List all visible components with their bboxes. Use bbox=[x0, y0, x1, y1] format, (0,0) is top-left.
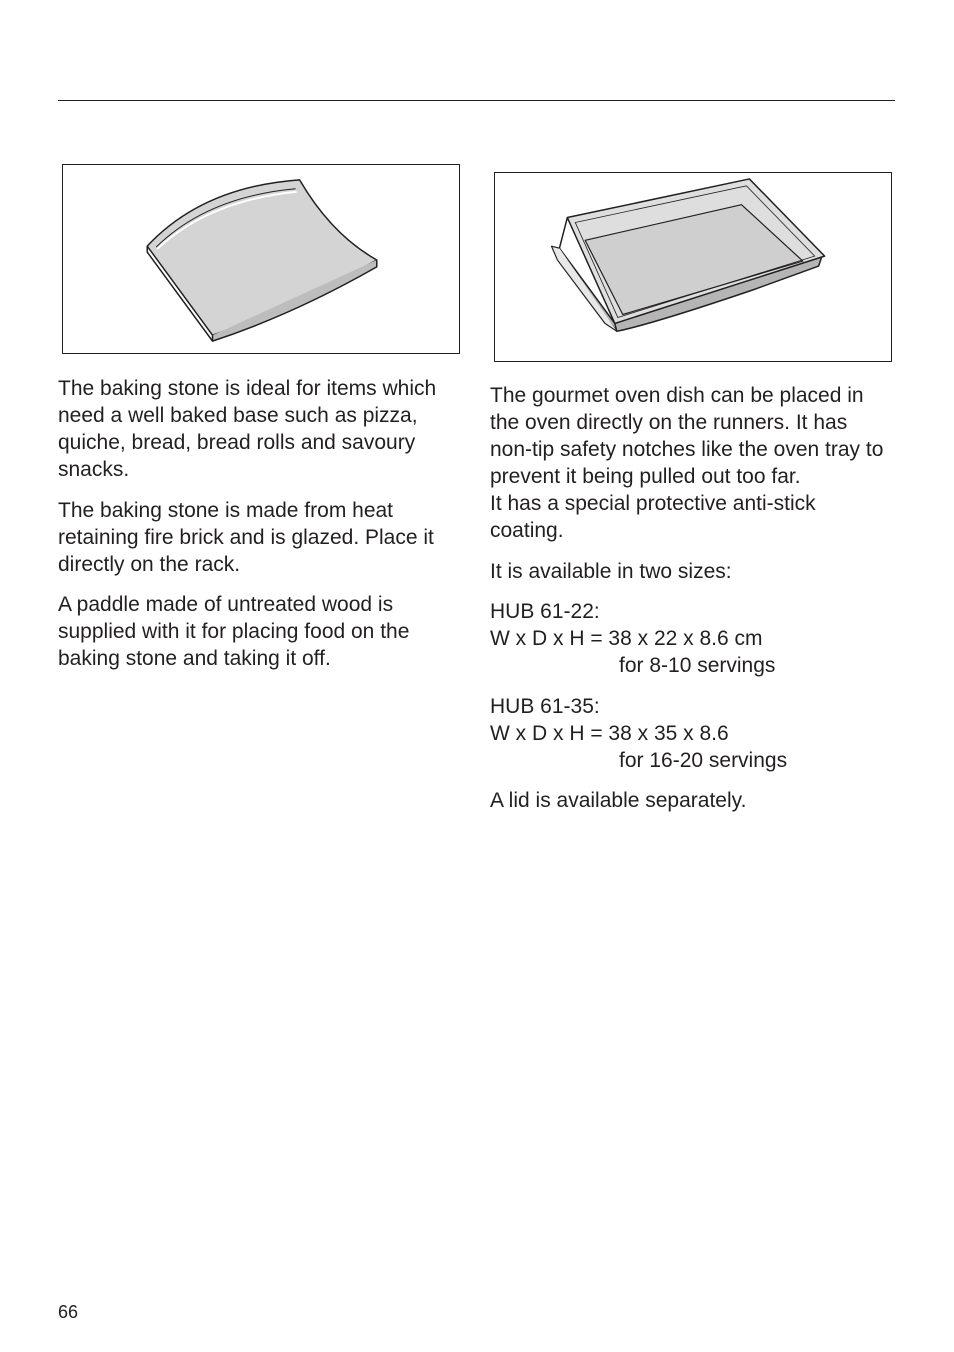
baking-stone-paragraph-1: The baking stone is ideal for items which need a well baked base such as pizza, quiche, bread, bread rolls and savoury snacks. bbox=[58, 377, 437, 481]
gourmet-oven-dish-text bbox=[490, 382, 895, 828]
baking-stone-paragraph-2: The baking stone is made from heat retaining fire brick and is glazed. Place it directly on the rack. bbox=[58, 498, 434, 576]
size-model: HUB 61-22: bbox=[490, 600, 600, 623]
baking-stone-paragraph-3: A paddle made of untreated wood is supplied with it for placing food on the baking stone and taking it off. bbox=[58, 593, 410, 670]
gourmet-oven-dish-drawing bbox=[495, 173, 891, 361]
size-model: HUB 61-35: bbox=[490, 694, 600, 718]
baking-stone-text bbox=[58, 375, 458, 686]
baking-stone-illustration bbox=[62, 164, 460, 354]
oven-dish-intro-line-1: The gourmet oven dish can be placed in the oven directly on the runners. It has non-tip safety notches like the oven tray to prevent it being pulled out too far. bbox=[490, 384, 884, 488]
sizes-intro: It is available in two sizes: bbox=[490, 559, 732, 583]
gourmet-oven-dish-illustration bbox=[494, 172, 892, 362]
oven-dish-intro bbox=[490, 382, 895, 544]
size-spec-hub-61-22 bbox=[490, 598, 895, 679]
header-rule bbox=[58, 100, 895, 101]
oven-dish-intro-line-2: It has a special protective anti-stick coating. bbox=[490, 492, 816, 542]
size-servings: for 8-10 servings bbox=[619, 654, 776, 677]
size-spec-hub-61-35 bbox=[490, 693, 895, 774]
size-dimensions: W x D x H = 38 x 22 x 8.6 cm bbox=[490, 627, 763, 650]
size-servings: for 16-20 servings bbox=[619, 748, 788, 772]
baking-stone-drawing bbox=[63, 165, 459, 353]
lid-note: A lid is available separately. bbox=[490, 789, 747, 812]
size-dimensions: W x D x H = 38 x 35 x 8.6 bbox=[490, 721, 729, 745]
page-number: 66 bbox=[58, 1302, 79, 1322]
